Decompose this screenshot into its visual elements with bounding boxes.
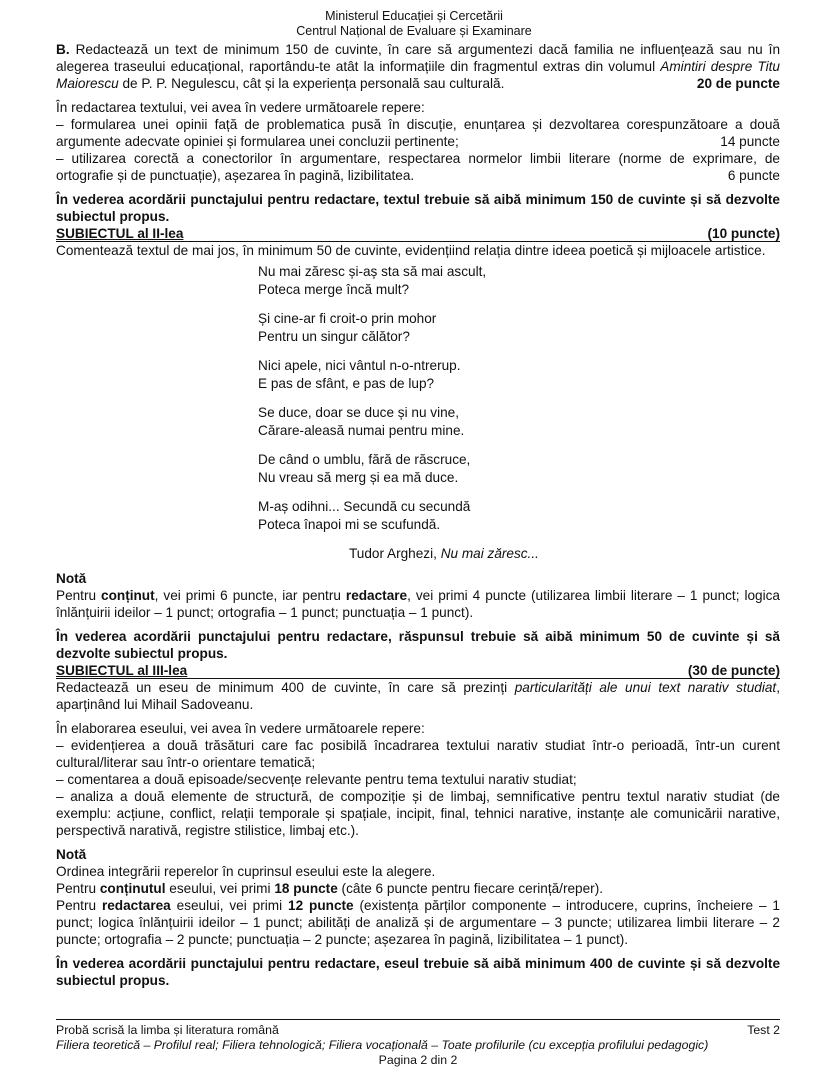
subject-2-note-title: Notă (56, 571, 87, 586)
note-bold-content: conținut (101, 588, 155, 603)
poem-line: M-aș odihni... Secundă cu secundă (258, 499, 471, 514)
poem-line: Pentru un singur călător? (258, 329, 410, 344)
poem-line: E pas de sfânt, e pas de lup? (258, 376, 435, 391)
note-text: eseului, vei primi (165, 881, 275, 896)
footer-exam-name: Probă scrisă la limba și literatura română (56, 1023, 279, 1037)
footer-profile-text: Filiera teoretică – Profilul real; Filiera tehnologică; Filiera vocațională – Toate profilurile (cu excepția profilului pedagogic) (56, 1038, 709, 1052)
subject-2-warning: În vederea acordării punctajului pentru redactare, răspunsul trebuie să aibă minimum 50 de cuvinte și să dezvolte subiectul propus. (56, 629, 780, 661)
part-b-points: 20 de puncte (696, 76, 780, 91)
part-b-req2-points: 6 puncte (727, 168, 780, 183)
subject-3-heading (56, 663, 780, 679)
part-b-warning: În vederea acordării punctajului pentru redactare, textul trebuie să aibă minimum 150 de cuvinte și să dezvolte subiectul propus. (56, 192, 780, 224)
subject-3-points: (30 de puncte) (687, 663, 780, 678)
poem-stanza (258, 263, 780, 299)
ministry-name: Ministerul Educației și Cercetării (325, 9, 503, 23)
poem-line: Și cine-ar fi croit-o prin mohor (258, 311, 437, 326)
note-text: Pentru (56, 898, 102, 913)
poem-stanza (258, 498, 780, 534)
part-b-intro: În redactarea textului, vei avea în vedere următoarele repere: (56, 100, 425, 115)
note-text: Pentru (56, 588, 102, 603)
subject-3-req3: – analiza a două elemente de structură, de compoziție și de limbaj, semnificative pentru textul narativ studiat (de exemplu: acțiune, conflict, relații temporale și spațiale, incipit, final, tehnici narative, instanțe ale comunicării narative, perspectivă narativă, registre stilistice, limbaj etc.). (56, 789, 780, 838)
task-text: , aparținând lui Mihail Sadoveanu. (56, 680, 780, 712)
poem-stanza (258, 451, 780, 487)
note-text: eseului, vei primi (170, 898, 289, 913)
poem-stanza (258, 404, 780, 440)
poem-line: Se duce, doar se duce și nu vine, (258, 405, 460, 420)
part-b-req1 (56, 116, 780, 150)
poem-line: Nu mai zăresc și-aș sta să mai ascult, (258, 264, 487, 279)
subject-3-req1: – evidențierea a două trăsături care fac posibilă încadrarea textului narativ studiat într-o perioadă, într-un curent cultural/literar sau într-o orientare tematică; (56, 738, 780, 770)
subject-3-note3 (56, 897, 780, 948)
task-text: Redactează un eseu de minimum 400 de cuvinte, în care să prezinți (56, 680, 515, 695)
poem-line: De când o umblu, fără de răscruce, (258, 452, 471, 467)
part-b-text-end: de P. P. Negulescu, cât și la experiența personală sau culturală. (118, 76, 505, 91)
poem-line: Cărare-aleasă numai pentru mine. (258, 423, 465, 438)
poem-stanza (258, 310, 780, 346)
note-bold-points: 18 puncte (274, 881, 338, 896)
footer-test-number: Test 2 (747, 1023, 780, 1037)
subject-3-note1: Ordinea integrării reperelor în cuprinsul eseului este la alegere. (56, 864, 436, 879)
subject-3-note2 (56, 880, 780, 897)
note-text: (câte 6 puncte pentru fiecare cerință/reper). (337, 881, 603, 896)
subject-2-note (56, 587, 780, 621)
subject-3-note-title: Notă (56, 847, 87, 862)
part-b-req1-points: 14 puncte (720, 134, 780, 149)
subject-2-points: (10 puncte) (707, 226, 780, 241)
subject-3-task (56, 679, 780, 713)
poem-author: Tudor Arghezi, (349, 546, 441, 561)
subject-3-warning: În vederea acordării punctajului pentru redactare, eseul trebuie să aibă minimum 400 de cuvinte și să dezvolte subiectul propus. (56, 956, 780, 988)
footer-row (56, 1023, 780, 1038)
part-b-task (56, 41, 780, 92)
subject-2-heading (56, 226, 780, 242)
note-text: Pentru (56, 881, 100, 896)
subject-3-title: SUBIECTUL al III-lea (56, 663, 188, 678)
poem-line: Poteca merge încă mult? (258, 282, 410, 297)
footer-page-number: Pagina 2 din 2 (378, 1053, 458, 1067)
note-text: (existența părților componente – introducere, cuprins, încheiere – 1 punct; logica înlănțuirii ideilor – 1 punct; abilități de analiză și de argumentare – 3 puncte; utilizarea limbii literare – 2 puncte; ortografia – 2 puncte; punctuația – 2 puncte; așezarea în pagină, lizibilitatea – 1 punct). (56, 898, 780, 947)
poem-title: Nu mai zăresc... (440, 546, 539, 561)
part-b-text: Redactează un text de minimum 150 de cuvinte, în care să argumentezi dacă familia ne influențează sau nu în alegerea traseului educațional, raportându-te atât la informațiile din fragmentul extras din volumul (56, 42, 780, 74)
note-bold-points: 12 puncte (288, 898, 354, 913)
note-bold-redactare: redactare (345, 588, 408, 603)
note-text: , vei primi 6 puncte, iar pentru (154, 588, 346, 603)
center-name: Centrul Național de Evaluare și Examinare (296, 24, 532, 38)
part-b-req2-text: – utilizarea corectă a conectorilor în argumentare, respectarea normelor limbii literare (norme de exprimare, de ortografie și de punctuație), așezarea în pagină, lizibilitatea. (56, 151, 780, 183)
subject-3-req2: – comentarea a două episoade/secvențe relevante pentru tema textului narativ studiat; (56, 772, 577, 787)
part-b-req1-text: – formularea unei opinii față de problematica pusă în discuție, enunțarea și dezvoltarea corespunzătoare a două argumente adecvate opiniei și formularea unei concluzii pertinente; (56, 117, 780, 149)
page-footer (56, 1019, 780, 1068)
poem-line: Nici apele, nici vântul n-o-ntrerup. (258, 358, 461, 373)
note-bold: conținutul (99, 881, 166, 896)
poem-attribution (349, 545, 780, 563)
poem-line: Nu vreau să merg și ea mă duce. (258, 470, 459, 485)
book-title: Amintiri despre Titu Maiorescu (56, 59, 780, 91)
task-italic: particularități ale unui text narativ studiat (514, 680, 777, 695)
poem (258, 263, 780, 534)
part-b-req2 (56, 150, 780, 184)
subject-2-task: Comentează textul de mai jos, în minimum 50 de cuvinte, evidențiind relația dintre ideea poetică și mijloacele artistice. (56, 243, 766, 258)
subject-2-title: SUBIECTUL al II-lea (56, 226, 184, 241)
poem-stanza (258, 357, 780, 393)
note-bold: redactarea (101, 898, 171, 913)
note-text: , vei primi 4 puncte (utilizarea limbii literare – 1 punct; logica înlănțuirii ideilor – 1 punct; ortografia – 1 punct; punctuația – 1 punct). (56, 588, 780, 620)
poem-line: Poteca înapoi mi se scufundă. (258, 517, 441, 532)
part-b-label: B. (56, 42, 70, 57)
subject-3-intro: În elaborarea eseului, vei avea în vedere următoarele repere: (56, 721, 425, 736)
page-header (0, 9, 828, 39)
footer-profile (56, 1038, 780, 1053)
page-content (56, 41, 780, 989)
